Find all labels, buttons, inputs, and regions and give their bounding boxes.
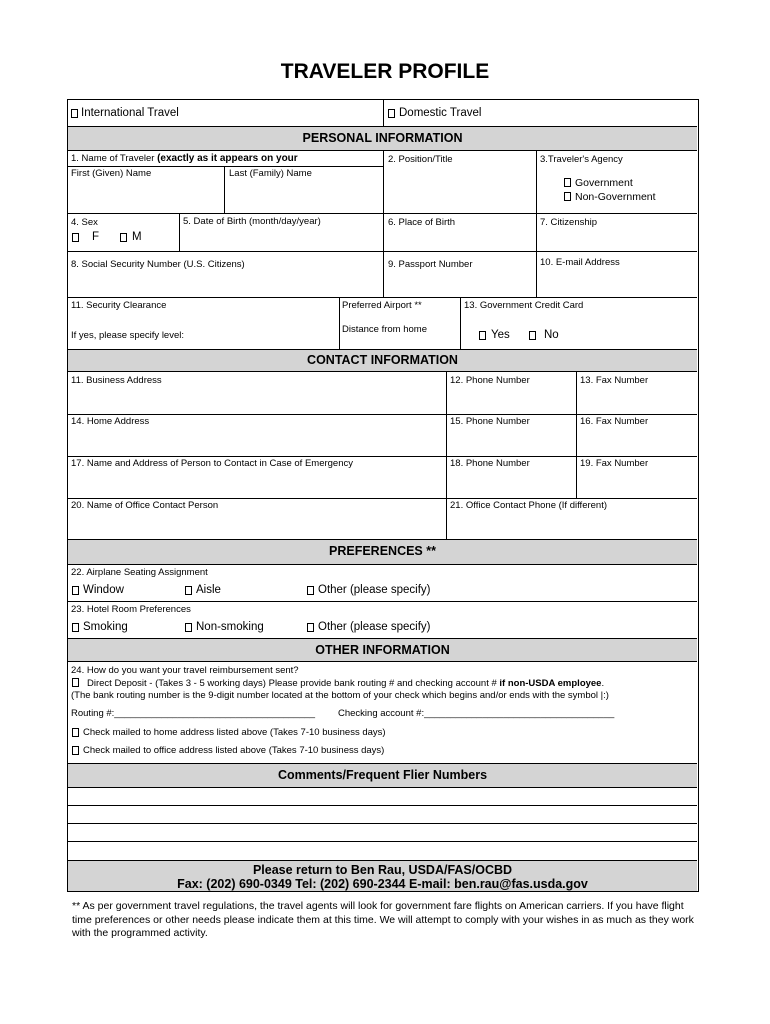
sex-m-checkbox[interactable] [120, 233, 127, 242]
footnote: ** As per government travel regulations, the travel agents will look for government fare flights on American carriers. If you have flight time preferences or other needs please indicate them at this time. We will attempt to comply with your wishes in as much as they work with the programmed activity. [72, 900, 694, 939]
page-title: TRAVELER PROFILE [280, 60, 490, 83]
window-label: Window [83, 584, 124, 596]
distance-label: Distance from home [342, 324, 428, 335]
agency-label: 3.Traveler's Agency [540, 154, 623, 165]
emergency-contact-label: 17. Name and Address of Person to Contact in Case of Emergency [71, 458, 353, 469]
credit-card-label: 13. Government Credit Card [464, 300, 584, 311]
first-name-label: First (Given) Name [71, 168, 152, 179]
credit-card-yes-checkbox[interactable] [479, 331, 486, 340]
check-home-checkbox[interactable] [72, 728, 79, 737]
phone-18-label: 18. Phone Number [450, 458, 530, 469]
seat-other-label: Other (please specify) [318, 584, 431, 596]
business-address-label: 11. Business Address [71, 375, 162, 386]
last-name-label: Last (Family) Name [229, 168, 312, 179]
office-phone-label: 21. Office Contact Phone (If different) [450, 500, 608, 511]
clearance-label: 11. Security Clearance [71, 300, 167, 311]
clearance-level-label: If yes, please specify level: [71, 330, 184, 341]
non-government-label: Non-Government [575, 191, 656, 203]
credit-card-yes-label: Yes [491, 329, 510, 341]
name-label: 1. Name of Traveler (exactly as it appears on your [71, 153, 298, 164]
government-checkbox[interactable] [564, 178, 571, 187]
dob-label: 5. Date of Birth (month/day/year) [183, 216, 321, 227]
position-label: 2. Position/Title [388, 154, 453, 165]
phone-12-label: 12. Phone Number [450, 375, 530, 386]
check-office-checkbox[interactable] [72, 746, 79, 755]
non-usda-emphasis: if non-USDA employee [499, 678, 602, 689]
preferences-header: PREFERENCES ** [68, 539, 697, 565]
name-emphasis: (exactly as it appears on your [157, 153, 298, 164]
aisle-checkbox[interactable] [185, 586, 192, 595]
aisle-label: Aisle [196, 584, 221, 596]
contact-info-header: CONTACT INFORMATION [68, 349, 697, 372]
check-office-label: Check mailed to office address listed above (Takes 7-10 business days) [83, 745, 385, 756]
hotel-other-label: Other (please specify) [318, 621, 431, 633]
smoking-checkbox[interactable] [72, 623, 79, 632]
home-address-label: 14. Home Address [71, 416, 150, 427]
hotel-other-checkbox[interactable] [307, 623, 314, 632]
return-line-2: Fax: (202) 690-0349 Tel: (202) 690-2344 E-mail: ben.rau@fas.usda.gov [177, 877, 588, 891]
personal-info-header: PERSONAL INFORMATION [68, 126, 697, 151]
reimbursement-question: 24. How do you want your travel reimbursement sent? [71, 665, 299, 676]
email-label: 10. E-mail Address [540, 257, 620, 268]
sex-f-checkbox[interactable] [72, 233, 79, 242]
pob-label: 6. Place of Birth [388, 217, 456, 228]
airport-label: Preferred Airport ** [342, 300, 422, 311]
checking-field[interactable]: Checking account #:____________________________________ [338, 708, 615, 719]
sex-f-label: F [92, 231, 100, 243]
fax-13-label: 13. Fax Number [580, 375, 649, 386]
credit-card-no-label: No [544, 329, 559, 341]
direct-deposit-checkbox[interactable] [72, 678, 79, 687]
domestic-checkbox[interactable] [388, 109, 395, 118]
routing-field[interactable]: Routing #:______________________________________ [71, 708, 316, 719]
passport-label: 9. Passport Number [388, 259, 473, 270]
return-line-1: Please return to Ben Rau, USDA/FAS/OCBD [252, 863, 513, 877]
seat-other-checkbox[interactable] [307, 586, 314, 595]
international-label: International Travel [81, 107, 179, 119]
hotel-label: 23. Hotel Room Preferences [71, 604, 191, 615]
phone-15-label: 15. Phone Number [450, 416, 530, 427]
traveler-profile-form [67, 99, 699, 892]
smoking-label: Smoking [83, 621, 128, 633]
comments-header: Comments/Frequent Flier Numbers [68, 763, 697, 788]
fax-16-label: 16. Fax Number [580, 416, 649, 427]
nonsmoking-checkbox[interactable] [185, 623, 192, 632]
credit-card-no-checkbox[interactable] [529, 331, 536, 340]
citizenship-label: 7. Citizenship [540, 217, 598, 228]
direct-deposit-label: Direct Deposit - (Takes 3 - 5 working days) Please provide bank routing # and checking account # if non-USDA employee. [87, 678, 605, 689]
check-home-label: Check mailed to home address listed above (Takes 7-10 business days) [83, 727, 386, 738]
seating-label: 22. Airplane Seating Assignment [71, 567, 208, 578]
domestic-label: Domestic Travel [399, 107, 482, 119]
sex-label: 4. Sex [71, 217, 98, 228]
international-checkbox[interactable] [71, 109, 78, 118]
routing-note: (The bank routing number is the 9-digit number located at the bottom of your check which begins and/or ends with the symbol |:) [71, 690, 609, 701]
sex-m-label: M [132, 231, 142, 243]
office-contact-label: 20. Name of Office Contact Person [71, 500, 219, 511]
government-label: Government [575, 177, 633, 189]
other-info-header: OTHER INFORMATION [68, 638, 697, 662]
nonsmoking-label: Non-smoking [196, 621, 264, 633]
fax-19-label: 19. Fax Number [580, 458, 649, 469]
ssn-label: 8. Social Security Number (U.S. Citizens) [71, 259, 245, 270]
window-checkbox[interactable] [72, 586, 79, 595]
non-government-checkbox[interactable] [564, 192, 571, 201]
return-box [68, 860, 697, 891]
